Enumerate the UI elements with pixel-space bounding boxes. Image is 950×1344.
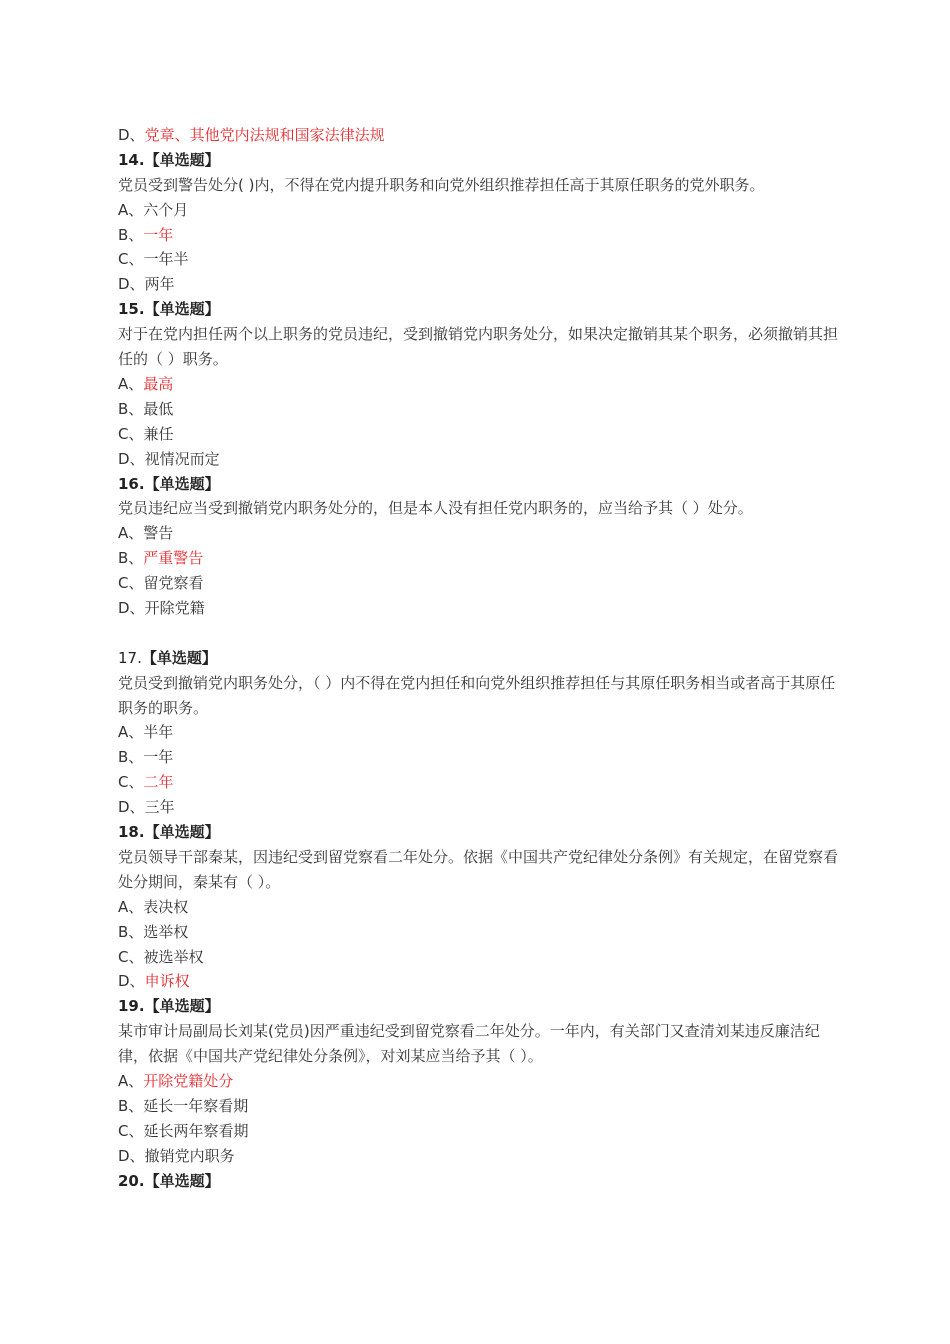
question-20-title <box>118 1169 840 1194</box>
option-a <box>118 198 840 223</box>
option-letter: D、 <box>118 449 145 468</box>
option-text-correct: 一年 <box>143 225 174 244</box>
option-letter: C、 <box>118 773 144 792</box>
option-text-correct: 严重警告 <box>143 549 204 568</box>
option-d <box>118 447 840 472</box>
option-letter: A、 <box>118 723 144 742</box>
option-a <box>118 1069 840 1094</box>
option-text: 警告 <box>143 524 174 543</box>
question-type: 【单选题】 <box>144 300 220 319</box>
question-17-stem: 党员受到撤销党内职务处分，（ ）内不得在党内担任和向党外组织推荐担任与其原任职务相当或者高于其原任职务的职务。 <box>118 673 836 717</box>
option-letter: B、 <box>118 399 144 418</box>
blank-line <box>118 621 840 646</box>
option-text: 一年半 <box>143 250 189 269</box>
option-c <box>118 571 840 596</box>
option-text: 六个月 <box>143 200 189 219</box>
question-19-title <box>118 994 840 1019</box>
option-text: 留党察看 <box>143 574 204 593</box>
option-b <box>118 546 840 571</box>
option-letter: C、 <box>118 574 144 593</box>
option-letter: D、 <box>118 972 145 991</box>
option-b <box>118 920 840 945</box>
question-number: 20. <box>118 1171 145 1190</box>
option-text: 开除党籍 <box>144 598 205 617</box>
option-letter: A、 <box>118 897 144 916</box>
option-letter: B、 <box>118 748 144 767</box>
question-16-title <box>118 472 840 497</box>
question-type: 【单选题】 <box>144 823 220 842</box>
option-letter: D、 <box>118 598 145 617</box>
option-letter: C、 <box>118 250 144 269</box>
option-c <box>118 1119 840 1144</box>
option-text: 两年 <box>144 275 175 294</box>
option-letter: D、 <box>118 275 145 294</box>
question-type: 【单选题】 <box>144 1171 220 1190</box>
option-a <box>118 372 840 397</box>
question-type: 【单选题】 <box>144 474 220 493</box>
option-letter: B、 <box>118 225 144 244</box>
question-18-title <box>118 820 840 845</box>
question-14-stem: 党员受到警告处分( )内，不得在党内提升职务和向党外组织推荐担任高于其原任职务的党外职务。 <box>118 175 765 194</box>
question-number: 15. <box>118 300 145 319</box>
option-text: 半年 <box>143 723 174 742</box>
option-c <box>118 422 840 447</box>
option-a <box>118 521 840 546</box>
option-letter: B、 <box>118 922 144 941</box>
question-number: 18. <box>118 823 145 842</box>
option-letter: A、 <box>118 374 144 393</box>
option-letter: A、 <box>118 1072 144 1090</box>
option-text-correct: 最高 <box>143 374 174 393</box>
question-15-stem: 对于在党内担任两个以上职务的党员违纪，受到撤销党内职务处分，如果决定撤销其某个职务，必须撤销其担任的（ ）职务。 <box>118 325 839 369</box>
option-text-correct: 申诉权 <box>144 972 190 991</box>
option-d <box>118 123 840 148</box>
option-text: 撤销党内职务 <box>144 1146 235 1165</box>
option-b <box>118 1094 840 1119</box>
option-text: 三年 <box>144 798 175 817</box>
option-letter: D、 <box>118 1146 145 1165</box>
quiz-document <box>118 123 840 1193</box>
option-text: 最低 <box>143 399 174 418</box>
option-letter: D、 <box>118 798 145 817</box>
question-number: 19. <box>118 997 145 1016</box>
option-text: 延长两年察看期 <box>143 1121 249 1140</box>
option-d <box>118 596 840 621</box>
option-text: 一年 <box>143 748 174 767</box>
option-text: 被选举权 <box>143 947 204 966</box>
option-letter: C、 <box>118 947 144 966</box>
option-c <box>118 770 840 795</box>
option-text: 选举权 <box>143 922 189 941</box>
option-text: 延长一年察看期 <box>143 1096 249 1115</box>
question-16-stem: 党员违纪应当受到撤销党内职务处分的，但是本人没有担任党内职务的，应当给予其（ ）处分。 <box>118 499 753 518</box>
option-c <box>118 945 840 970</box>
option-text-correct: 党章、其他党内法规和国家法律法规 <box>144 126 385 144</box>
option-text-correct: 二年 <box>143 773 174 792</box>
option-d <box>118 969 840 994</box>
option-b <box>118 397 840 422</box>
question-17-title <box>118 646 840 671</box>
question-type: 【单选题】 <box>144 150 220 169</box>
option-d <box>118 272 840 297</box>
question-19-stem: 某市审计局副局长刘某(党员)因严重违纪受到留党察看二年处分。一年内，有关部门又查清刘某违反廉洁纪律，依据《中国共产党纪律处分条例》，对刘某应当给予其（ ）。 <box>118 1022 820 1066</box>
option-letter: C、 <box>118 1121 144 1140</box>
question-type: 【单选题】 <box>141 648 217 667</box>
option-letter: B、 <box>118 1096 144 1115</box>
option-text: 表决权 <box>143 897 189 916</box>
option-letter: A、 <box>118 524 144 543</box>
option-a <box>118 720 840 745</box>
option-c <box>118 247 840 272</box>
option-text: 视情况而定 <box>144 449 220 468</box>
option-text-correct: 开除党籍处分 <box>143 1072 234 1090</box>
option-letter: B、 <box>118 549 144 568</box>
question-number: 17. <box>118 648 142 667</box>
question-18-stem: 党员领导干部秦某，因违纪受到留党察看二年处分。依据《中国共产党纪律处分条例》有关规定，在留党察看处分期间，秦某有（ ）。 <box>118 847 839 891</box>
option-b <box>118 745 840 770</box>
question-14-title <box>118 148 840 173</box>
question-type: 【单选题】 <box>144 997 220 1016</box>
question-number: 14. <box>118 150 145 169</box>
option-b <box>118 223 840 248</box>
option-d <box>118 795 840 820</box>
option-letter: C、 <box>118 424 144 443</box>
option-letter: D、 <box>118 126 145 144</box>
question-15-title <box>118 297 840 322</box>
option-text: 兼任 <box>143 424 174 443</box>
question-number: 16. <box>118 474 145 493</box>
option-letter: A、 <box>118 200 144 219</box>
option-a <box>118 895 840 920</box>
option-d <box>118 1144 840 1169</box>
